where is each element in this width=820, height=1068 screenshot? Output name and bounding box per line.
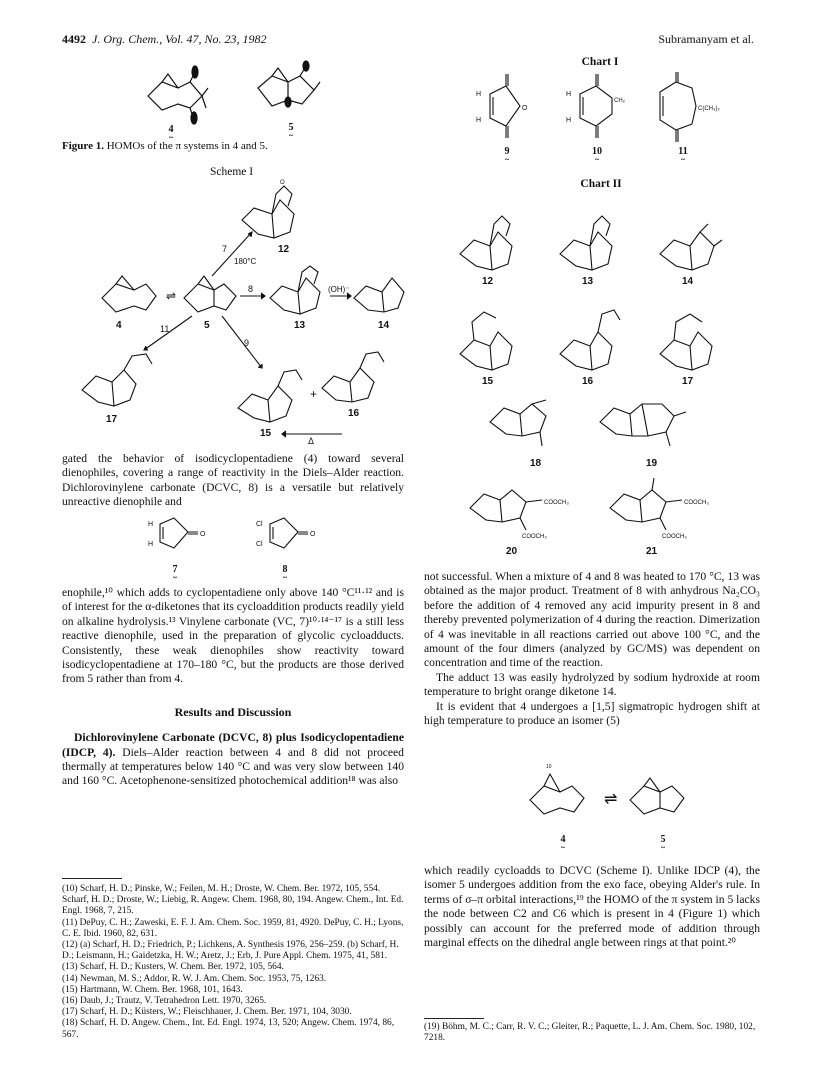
svg-text:O: O	[280, 180, 285, 186]
scheme1-label-16: 16	[348, 408, 360, 419]
chart1-label-10: 10 ~	[592, 146, 602, 164]
chart2-label-18: 18	[530, 458, 542, 469]
left-column-top	[62, 452, 404, 510]
subheading: Dichlorovinylene Carbonate (DCVC, 8) plus Isodicyclopentadiene (IDCP, 4).	[62, 731, 404, 759]
chart2-label-20: 20	[506, 546, 518, 557]
scheme1-arrow-to-15	[222, 316, 262, 368]
scheme1-label-15: 15	[260, 428, 272, 439]
footnote-12: (12) (a) Scharf, H. D.; Friedrich, P.; Lichkens, A. Synthesis 1976, 256–259. (b) Scharf, H. D.; Leismann, H.; Gaidetzka, H. W.; Aretz, J.; Erb, J. Pure Appl. Chem. 1975, 41, 581.	[62, 940, 399, 962]
arrow-label-oh: (OH)⁻	[328, 285, 350, 294]
chart2-label-15: 15	[482, 376, 494, 387]
equation-label-4: 4 ~	[560, 834, 566, 852]
svg-text:COOCH₃: COOCH₃	[522, 534, 547, 540]
svg-text:Cl: Cl	[256, 521, 263, 528]
scheme1-label-13: 13	[294, 320, 306, 331]
scheme1-compound-12	[242, 180, 294, 238]
structure-19	[600, 404, 686, 446]
chart1-structures	[470, 68, 730, 148]
chart2-label-14: 14	[682, 276, 694, 287]
left-paragraph-3: Dichlorovinylene Carbonate (DCVC, 8) plus Isodicyclopentadiene (IDCP, 4). Diels–Alder reaction between 4 and 8 did not proceed thermally at temperatures below 140 °C and was very slow between 140 and 160 °C. Acetophenone-sensitized photochemical addition¹⁸ was also	[62, 731, 404, 788]
svg-text:O: O	[200, 531, 206, 538]
svg-text:H: H	[566, 117, 572, 124]
footnotes-left	[62, 884, 404, 1041]
figure1-label-5: 5 ~	[288, 122, 294, 140]
chart2-structures	[440, 192, 760, 557]
chart2-title: Chart II	[580, 178, 622, 190]
structure-14	[660, 224, 722, 270]
scheme1-compound-16	[322, 352, 384, 402]
running-header-authors: Subramanyam et al.	[658, 32, 754, 46]
left-column-body	[62, 586, 404, 789]
svg-text:COOCH₃: COOCH₃	[544, 500, 569, 506]
structure-21	[610, 478, 709, 540]
footnote-16: (16) Daub, J.; Trautz, V. Tetrahedron Lett. 1970, 3265.	[62, 996, 267, 1007]
footnote-14: (14) Newman, M. S.; Addor, R. W. J. Am. Chem. Soc. 1953, 75, 1263.	[62, 973, 327, 984]
svg-text:CH₂: CH₂	[614, 98, 625, 104]
scheme1-compound-15	[238, 370, 302, 422]
svg-text:H: H	[476, 117, 482, 124]
arrow-label-delta: Δ	[308, 436, 315, 446]
structure-18	[490, 400, 546, 446]
svg-text:+: +	[310, 387, 318, 401]
struct-label-8: 8 ~	[282, 564, 288, 582]
structure-7	[148, 518, 206, 548]
right-column-top	[424, 570, 760, 728]
structure-11	[660, 72, 720, 142]
scheme1-diagram	[62, 180, 407, 445]
svg-text:Cl: Cl	[256, 541, 263, 548]
chart2-label-17: 17	[682, 376, 694, 387]
chart1-label-9: 9 ~	[504, 146, 510, 164]
scheme1-title: Scheme I	[210, 166, 254, 178]
chart2-label-13: 13	[582, 276, 594, 287]
homo-structure-5	[258, 61, 320, 107]
arrow-label-9: 9	[244, 338, 250, 348]
footnotes-right	[424, 1022, 760, 1044]
svg-text:C(CH₃)₂: C(CH₃)₂	[698, 106, 720, 112]
footnote-13: (13) Scharf, H. D.; Kusters, W. Chem. Ber. 1972, 105, 564.	[62, 962, 284, 973]
footnote-10: (10) Scharf, H. D.; Pinske, W.; Feilen, M. H.; Droste, W. Chem. Ber. 1972, 105, 554. Scharf, H. D.; Droste, W.; Liebig, R. Angew. Chem. 1968, 80, 194. Angew. Chem., Int. Ed. Engl. 1968, 7, 215.	[62, 884, 404, 917]
structure-16	[560, 310, 620, 370]
structure-20	[470, 490, 569, 540]
chart2-label-21: 21	[646, 546, 658, 557]
structure-9	[476, 74, 528, 138]
journal-citation: J. Org. Chem., Vol. 47, No. 23, 1982	[92, 32, 267, 46]
equation-structure-4	[530, 764, 584, 814]
struct-label-7: 7 ~	[172, 564, 178, 582]
section-heading: Results and Discussion	[174, 704, 292, 719]
page-number: 4492	[62, 32, 86, 46]
svg-text:⇌: ⇌	[604, 791, 618, 808]
equation-label-5: 5 ~	[660, 834, 666, 852]
svg-text:H: H	[148, 541, 154, 548]
arrow-label-8: 8	[248, 284, 254, 294]
scheme1-compound-13	[270, 266, 320, 314]
scheme1-label-14: 14	[378, 320, 390, 331]
scheme1-compound-17	[82, 354, 152, 406]
footnote-rule-right	[424, 1018, 484, 1019]
scheme1-label-5: 5	[204, 320, 210, 331]
svg-text:10: 10	[546, 764, 552, 770]
arrow-label-180c: 180°C	[234, 257, 257, 266]
left-paragraph-1: gated the behavior of isodicyclopentadiene (4) toward several dienophiles, covering a range of reactivity in the Diels–Alder reaction. Dichlorovinylene carbonate (DCVC, 8) is a versatile but relatively unreactive dienophile and	[62, 452, 404, 509]
structure-10	[566, 74, 626, 138]
svg-text:H: H	[476, 91, 482, 98]
footnote-18: (18) Scharf, H. D. Angew. Chem., Int. Ed. Engl. 1974, 13, 520; Angew. Chem. 1974, 86, 567.	[62, 1018, 395, 1040]
structure-17	[660, 314, 712, 370]
dienophile-structures-7-8	[130, 510, 350, 570]
scheme1-label-12: 12	[278, 244, 290, 255]
svg-text:⇌: ⇌	[166, 289, 177, 303]
footnote-15: (15) Hartmann, W. Chem. Ber. 1968, 101, 1643.	[62, 984, 243, 995]
structure-15	[460, 312, 512, 370]
scheme1-compound-14	[354, 278, 404, 312]
running-header-left	[62, 32, 267, 47]
arrow-label-7: 7	[222, 244, 228, 254]
chart2-label-16: 16	[582, 376, 594, 387]
footnote-11: (11) DePuy, C. H.; Zaweski, E. F. J. Am. Chem. Soc. 1959, 81, 4920. DePuy, C. H.; Lyons, C. E. Ibid. 1960, 82, 631.	[62, 917, 404, 939]
figure1-label-4: 4 ~	[168, 124, 174, 142]
scheme1-label-17: 17	[106, 414, 118, 425]
svg-text:H: H	[148, 521, 154, 528]
svg-text:H: H	[566, 91, 572, 98]
svg-text:O: O	[522, 105, 528, 112]
svg-text:O: O	[310, 531, 316, 538]
right-paragraph-3: It is evident that 4 undergoes a [1,5] sigmatropic hydrogen shift at high temperature to produce an isomer (5)	[424, 699, 760, 728]
structure-8	[256, 518, 316, 548]
right-paragraph-1: not successful. When a mixture of 4 and 8 was heated to 170 °C, 13 was obtained as the major product. Treatment of 8 with anhydrous Na₂CO₃ before the addition of 4 removed any acid impurity present in 8 and thereby prevented polymerization of 4 during the reaction. Dimerization of 4 was inevitable in all reactions carried out above 100 °C, and the amount of the four dimers (analyzed by GC/MS) was dependent on concentration and time of the reaction.	[424, 570, 760, 670]
svg-text:COOCH₃: COOCH₃	[662, 534, 687, 540]
figure1-structures	[140, 58, 340, 128]
right-paragraph-2: The adduct 13 was easily hydrolyzed by sodium hydroxide at room temperature to bright orange diketone 14.	[424, 670, 760, 699]
scheme1-compound-4	[102, 276, 156, 312]
scheme1-compound-5	[184, 276, 236, 312]
svg-text:COOCH₃: COOCH₃	[684, 500, 709, 506]
structure-13	[560, 216, 612, 270]
structure-12	[460, 216, 512, 270]
left-paragraph-2: enophile,¹⁰ which adds to cyclopentadiene only above 140 °C¹¹·¹² and is of interest for the α-diketones that its cycloaddition products readily yield on alkaline hydrolysis.¹³ Vinylene carbonate (VC, 7)¹⁰·¹⁴⁻¹⁷ is a still less reactive dienophile, used in the preparation of glycolic cycloadducts. Consistently, these weak dienophiles show reactivity toward isodicyclopentadiene at 170–180 °C, but the products are those derived from 5 rather than from 4.	[62, 586, 404, 686]
chart2-label-12: 12	[482, 276, 494, 287]
homo-structure-4	[148, 66, 208, 124]
scheme1-label-4: 4	[116, 320, 122, 331]
right-paragraph-4: which readily cycloadds to DCVC (Scheme I). Unlike IDCP (4), the isomer 5 undergoes addition from the exo face, obeying Alder's rule. In terms of σ–π orbital interactions,¹⁹ the HOMO of the π system in 5 lacks the node between C2 and C6 which is present in 4 (Figure 1) which possibly can account for the preferred mode of addition through marginal effects on the dihedral angle between rings at that point.²⁰	[424, 864, 760, 950]
footnote-17: (17) Scharf, H. D.; Küsters, W.; Fleischhauer, J. Chem. Ber. 1971, 104, 3030.	[62, 1007, 352, 1018]
figure1-caption: Figure 1. HOMOs of the π systems in 4 and 5.	[62, 140, 268, 152]
footnote-rule-left	[62, 878, 122, 879]
scheme1-arrow-to-12	[212, 232, 252, 276]
equation-structure-5	[630, 778, 684, 814]
isomerization-equation	[520, 756, 710, 836]
right-column-body	[424, 864, 760, 950]
chart2-label-19: 19	[646, 458, 658, 469]
footnote-19: (19) Böhm, M. C.; Carr, R. V. C.; Gleiter, R.; Paquette, L. J. Am. Chem. Soc. 1980, 102, 7218.	[424, 1022, 756, 1044]
chart1-label-11: 11 ~	[678, 146, 688, 164]
chart1-title: Chart I	[581, 56, 619, 68]
arrow-label-11: 11	[160, 324, 170, 334]
